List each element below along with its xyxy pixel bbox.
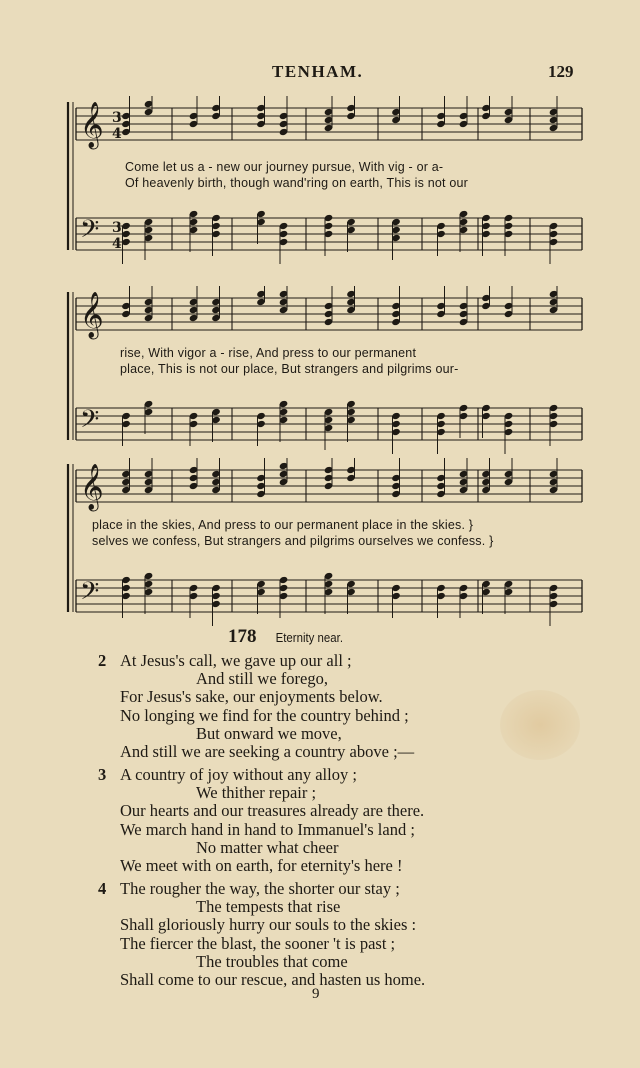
- verse-line: We thither repair ;: [196, 783, 317, 803]
- verse-line: But onward we move,: [196, 723, 342, 743]
- verse-line: Our hearts and our treasures already are there.: [120, 801, 425, 821]
- time-signature-icon: 4: [112, 126, 122, 142]
- verse-4: [98, 880, 425, 989]
- verse-line: And still we forego,: [196, 669, 328, 689]
- paper-stain: [500, 690, 580, 760]
- lyric-line-6: selves we confess, But strangers and pilgrims ourselves we confess. }: [92, 534, 494, 548]
- verse-line: A country of joy without any alloy ;: [120, 765, 357, 784]
- hymn-heading: [228, 626, 347, 648]
- verse-line: No longing we find for the country behind ;: [120, 705, 409, 725]
- verse-number: 3: [98, 765, 107, 784]
- verse-line: For Jesus's sake, our enjoyments below.: [120, 687, 383, 707]
- lyric-line-4: place, This is not our place, But strangers and pilgrims our-: [120, 362, 459, 376]
- verse-line: The rougher the way, the shorter our stay ;: [120, 879, 400, 898]
- page-number: 129: [548, 62, 574, 81]
- verse-line: The fiercer the blast, the sooner 't is past ;: [120, 933, 396, 953]
- bass-clef-icon: 𝄢: [80, 215, 100, 250]
- verse-number: 2: [98, 651, 107, 670]
- verse-line: At Jesus's call, we gave up our all ;: [120, 651, 352, 670]
- verse-3: [98, 766, 424, 875]
- hymn-title: Eternity near.: [275, 630, 343, 645]
- time-signature-icon: 3: [112, 110, 122, 126]
- verse-line: We march hand in hand to Immanuel's land ;: [120, 819, 415, 839]
- lyric-line-5: place in the skies, And press to our permanent place in the skies. }: [92, 518, 474, 532]
- hymn-number: 178: [228, 626, 257, 647]
- verse-2: [98, 652, 414, 761]
- bass-clef-icon: 𝄢: [80, 405, 100, 440]
- treble-clef-icon: 𝄞: [80, 292, 104, 338]
- verse-line: No matter what cheer: [196, 837, 339, 857]
- tune-name: TENHAM.: [272, 62, 364, 81]
- lyric-line-2: Of heavenly birth, though wand'ring on earth, This is not our: [125, 176, 469, 190]
- treble-clef-icon: 𝄞: [80, 464, 104, 510]
- verse-line: The troubles that come: [196, 951, 348, 971]
- verse-line: Shall gloriously hurry our souls to the skies :: [120, 915, 417, 935]
- signature-mark: 9: [312, 986, 320, 1002]
- lyric-line-3: rise, With vigor a - rise, And press to our permanent: [120, 346, 417, 360]
- verse-number: 4: [98, 879, 107, 898]
- time-signature-icon: 4: [112, 236, 122, 252]
- bass-clef-icon: 𝄢: [80, 577, 100, 612]
- verse-line: The tempests that rise: [196, 897, 341, 917]
- lyric-line-1: Come let us a - new our journey pursue, With vig - or a-: [125, 160, 444, 174]
- verse-line: Shall come to our rescue, and hasten us home.: [120, 970, 426, 990]
- verse-line: We meet with on earth, for eternity's here !: [120, 856, 403, 876]
- verse-line: And still we are seeking a country above ;—: [120, 742, 415, 762]
- treble-clef-icon: 𝄞: [80, 102, 104, 148]
- time-signature-icon: 3: [112, 220, 122, 236]
